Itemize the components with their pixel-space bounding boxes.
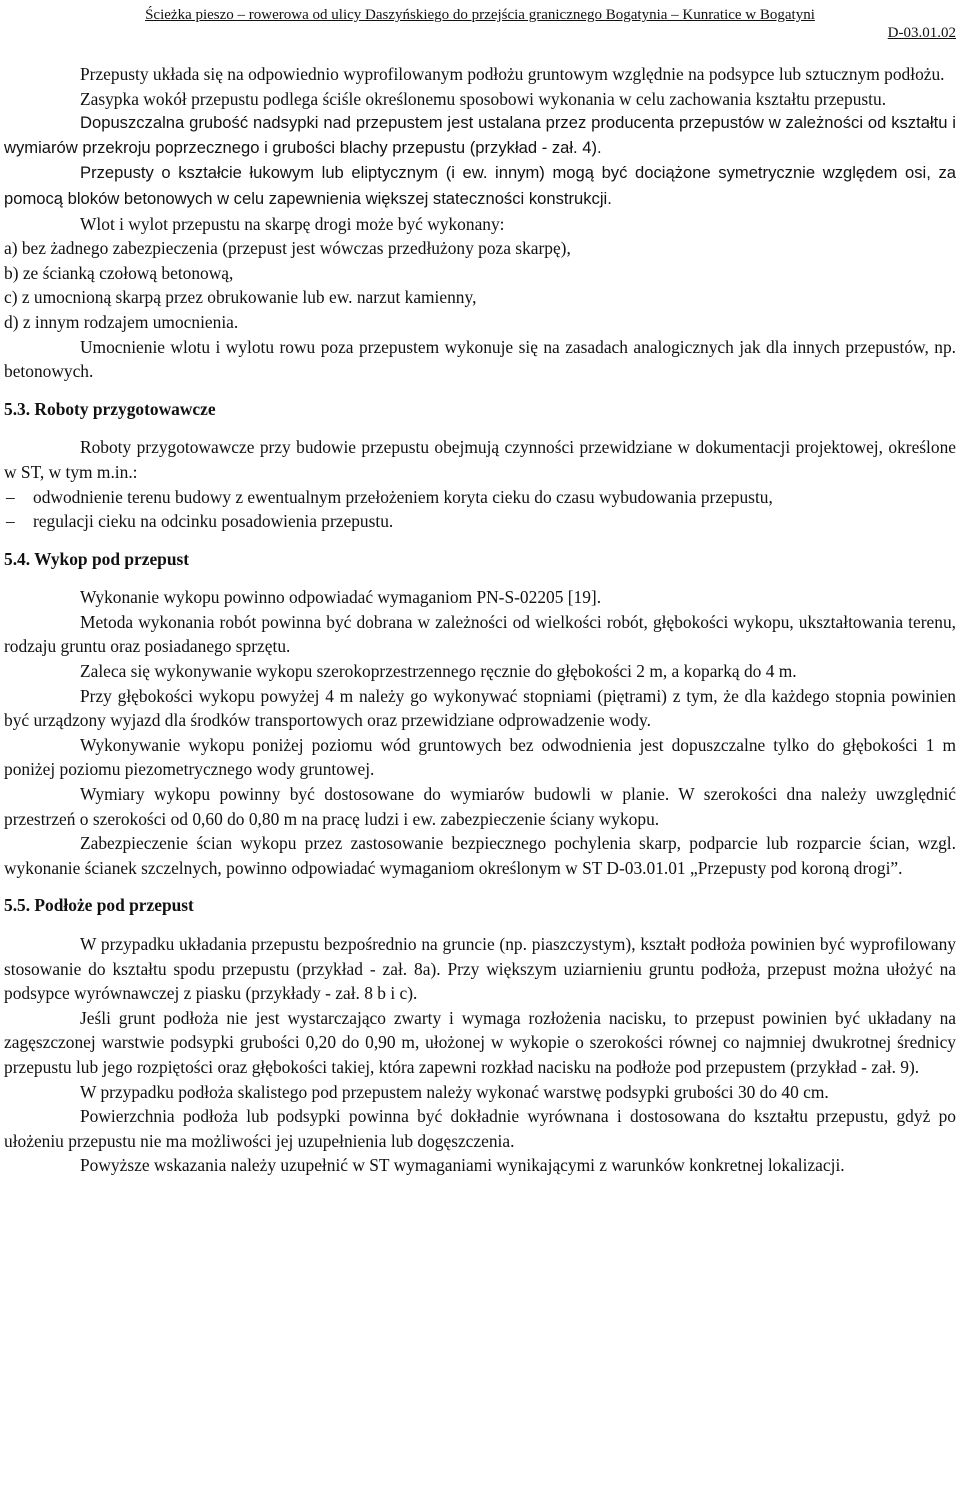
list-item: c) z umocnioną skarpą przez obrukowanie lub ew. narzut kamienny,: [4, 287, 477, 308]
header-title: Ścieżka pieszo – rowerowa od ulicy Daszyńskiego do przejścia granicznego Bogatynia – Kunratice w Bogatyni: [145, 7, 815, 23]
paragraph: Roboty przygotowawcze przy budowie przepustu obejmują czynności przewidziane w dokumentacji projektowej, określone w ST, w tym m.in.:: [4, 437, 956, 482]
paragraph: W przypadku układania przepustu bezpośrednio na gruncie (np. piaszczystym), kształt podłoża powinien być wyprofilowany stosowanie do kształtu spodu przepustu (przykład - zał. 8a). Przy większym uziarnieniu gruntu podłoża, przepust można ułożyć na podsypce wyrównawczej z piasku (przykłady - zał. 8 b i c).: [4, 934, 956, 1004]
dash-list-item: [4, 485, 956, 510]
paragraph: Powyższe wskazania należy uzupełnić w ST wymaganiami wynikającymi z warunków konkretnej lokalizacji.: [80, 1155, 845, 1176]
paragraph: Zabezpieczenie ścian wykopu przez zastosowanie bezpiecznego pochylenia skarp, podparcie lub rozparcie ścian, wzgl. wykonanie ścianek szczelnych, powinno odpowiadać wymaganiom określonym w ST D-03.01.01 „Przepusty pod koroną drogi”.: [4, 833, 956, 878]
paragraph: Wykonanie wykopu powinno odpowiadać wymaganiom PN-S-02205 [19].: [80, 587, 602, 608]
paragraph: Zasypka wokół przepustu podlega ściśle określonemu sposobowi wykonania w celu zachowania kształtu przepustu.: [80, 88, 887, 109]
dash-list-item: [4, 509, 956, 534]
section-heading-5-3: 5.3. Roboty przygotowawcze: [4, 398, 216, 419]
list-item: a) bez żadnego zabezpieczenia (przepust jest wówczas przedłużony poza skarpę),: [4, 238, 571, 259]
document-body: [4, 62, 956, 1178]
paragraph: Przy głębokości wykopu powyżej 4 m należy go wykonywać stopniami (piętrami) z tym, że dla każdego stopnia powinien być urządzony wyjazd dla środków transportowych oraz przewidziane odprowadzenie wody.: [4, 685, 956, 731]
page-header: [0, 6, 960, 42]
paragraph: W przypadku podłoża skalistego pod przepustem należy wykonać warstwę podsypki grubości 30 do 40 cm.: [80, 1081, 829, 1102]
dash-item-text: regulacji cieku na odcinku posadowienia przepustu.: [33, 511, 394, 532]
paragraph: Metoda wykonania robót powinna być dobrana w zależności od wielkości robót, głębokości wykopu, ukształtowania terenu, rodzaju gruntu oraz posiadanego sprzętu.: [4, 611, 956, 657]
paragraph: Przepusty układa się na odpowiednio wyprofilowanym podłożu gruntowym względnie na podsypce lub sztucznym podłożu.: [80, 64, 945, 84]
list-item: b) ze ścianką czołową betonową,: [4, 262, 234, 283]
paragraph: Dopuszczalna grubość nadsypki nad przepustem jest ustalana przez producenta przepustów w zależności od kształtu i wymiarów przekroju poprzecznego i grubości blachy przepustu (przykład - zał. 4).: [4, 113, 956, 157]
paragraph: [4, 160, 956, 211]
dash-bullet: –: [6, 511, 15, 532]
dash-item-text: odwodnienie terenu budowy z ewentualnym przełożeniem koryta cieku do czasu wybudowania przepustu,: [33, 486, 773, 507]
paragraph: Powierzchnia podłoża lub podsypki powinna być dokładnie wyrównana i dostosowana do kształtu przepustu, gdyż po ułożeniu przepustu nie ma możliwości jej uzupełnienia lub dogęszczenia.: [4, 1106, 956, 1151]
paragraph: Zaleca się wykonywanie wykopu szerokoprzestrzennego ręcznie do głębokości 2 m, a koparką do 4 m.: [80, 661, 797, 682]
section-heading-5-4: 5.4. Wykop pod przepust: [4, 548, 190, 569]
paragraph: Wymiary wykopu powinny być dostosowane do wymiarów budowli w planie. W szerokości dna należy uwzględnić przestrzeń o szerokości od 0,60 do 0,80 m na pracę ludzi i ew. zabezpieczenie ściany wykopu.: [4, 784, 956, 829]
dash-bullet: –: [6, 486, 15, 507]
section-heading-5-5: 5.5. Podłoże pod przepust: [4, 895, 194, 916]
list-item: d) z innym rodzajem umocnienia.: [4, 311, 239, 332]
paragraph: Wykonywanie wykopu poniżej poziomu wód gruntowych bez odwodnienia jest dopuszczalne tylko do głębokości 1 m poniżej poziomu piezometrycznego wody gruntowej.: [4, 734, 956, 780]
paragraph-text: Przepusty o kształcie łukowym lub eliptycznym (i ew. innym) mogą być dociążone symetrycznie względem osi, za pomocą bloków betonowych w celu zapewnienia większej stateczności konstrukcji.: [4, 163, 956, 208]
paragraph: Jeśli grunt podłoża nie jest wystarczająco zwarty i wymaga rozłożenia nacisku, to przepust powinien być układany na zagęszczonej warstwie podsypki grubości 0,20 do 0,90 m, ułożonej w wykopie o szerokości równej co najmniej dwukrotnej średnicy przepustu lub jego rozpiętości oraz głębokości takiej, która zapewni rozkład nacisku na podłoże pod przepustem (przykład - zał. 9).: [4, 1007, 956, 1077]
paragraph: Umocnienie wlotu i wylotu rowu poza przepustem wykonuje się na zasadach analogicznych jak dla innych przepustów, np. betonowych.: [4, 336, 956, 382]
paragraph: Wlot i wylot przepustu na skarpę drogi może być wykonany:: [80, 213, 505, 234]
spec-code: D-03.01.02: [887, 25, 956, 41]
